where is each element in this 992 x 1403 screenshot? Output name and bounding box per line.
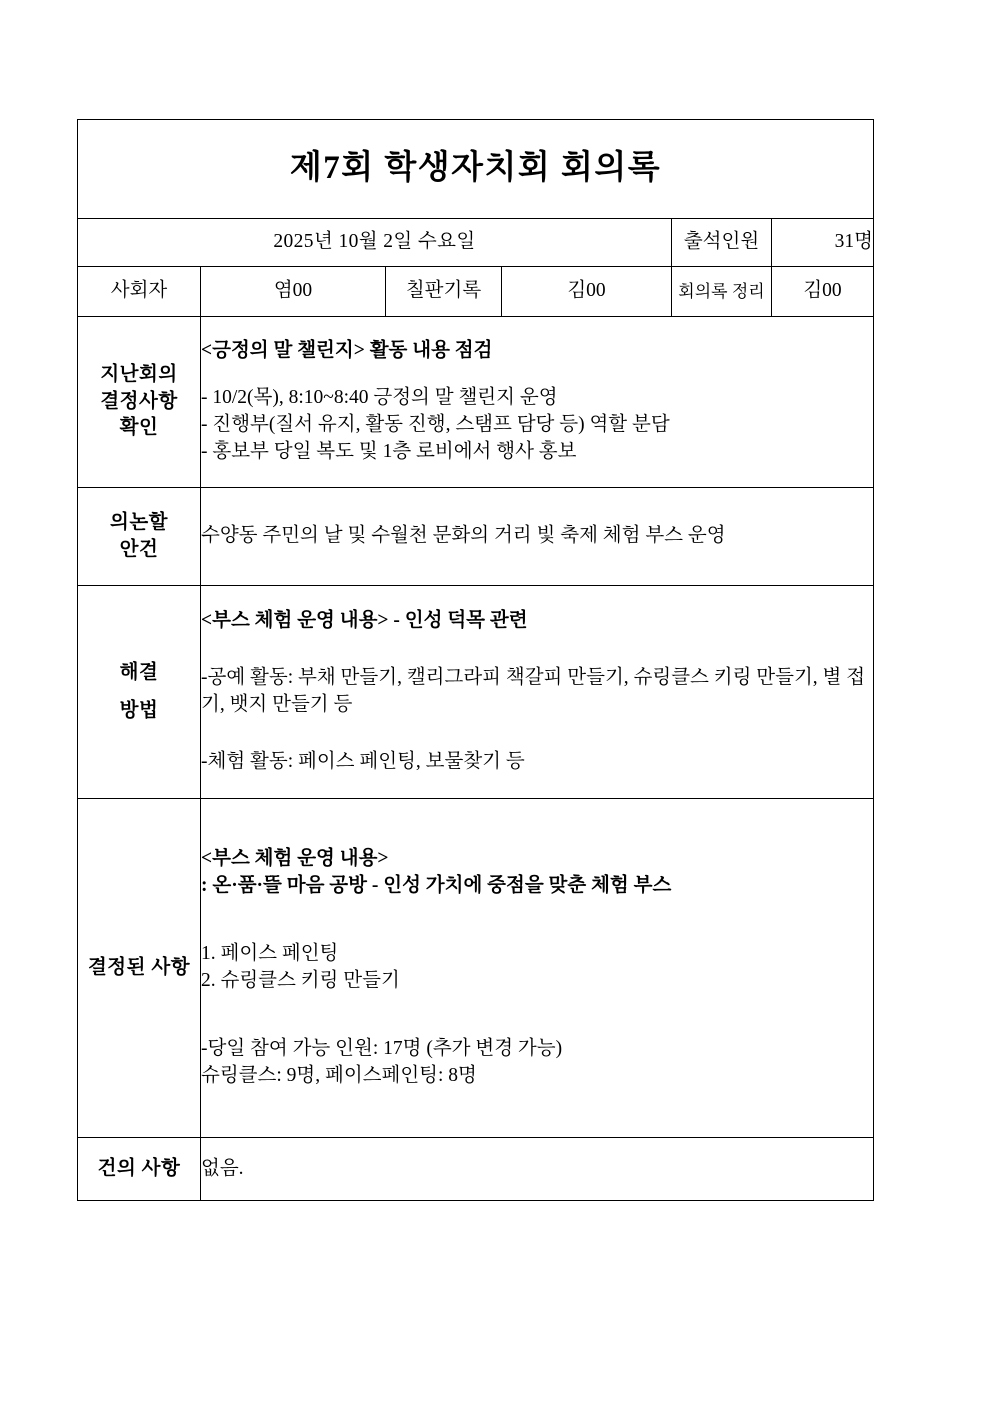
decision-content [201,799,874,1138]
suggestion-text: 없음. [201,1157,244,1179]
agenda-row [78,488,874,586]
minutes-writer-label-line1: 회의록 [678,281,728,301]
solution-content [201,586,874,799]
title-row [78,120,874,219]
roles-row [78,267,874,317]
solution-heading: <부스 체험 운영 내용> - 인성 덕목 관련 [201,610,528,632]
chair-label: 사회자 [78,267,201,317]
decision-capacity: -당일 참여 가능 인원: 17명 (추가 변경 가능) [201,1037,563,1059]
board-recorder-label: 칠판기록 [386,267,502,317]
decision-item-2: 2. 슈링클스 키링 만들기 [201,970,400,991]
previous-line-1: - 10/2(목), 8:10~8:40 긍정의 말 챌린지 운영 [201,387,558,409]
previous-decisions-row [78,317,874,488]
meeting-minutes-table [77,119,874,1201]
attendance-label: 출석인원 [672,219,772,267]
previous-line-2: - 진행부(질서 유지, 활동 진행, 스탬프 담당 등) 역할 분담 [201,414,670,435]
decision-heading: <부스 체험 운영 내용> [201,848,389,870]
document-title-cell [78,120,874,219]
decision-subheading: : 온·품·뜰 마음 공방 - 인성 가치에 중점을 맞춘 체험 부스 [201,875,672,897]
suggestion-label: 건의 사항 [78,1138,201,1201]
previous-decisions-label: 지난회의 결정사항 확인 [78,317,201,488]
chair-value: 염00 [201,267,386,317]
meeting-date: 2025년 10월 2일 수요일 [78,219,672,267]
page-title: 제7회 학생자치회 회의록 [289,150,662,187]
agenda-content [201,488,874,586]
minutes-writer-value: 김00 [772,267,874,317]
previous-heading: <긍정의 말 챌린지> 활동 내용 점검 [201,340,493,362]
solution-label: 해결 방법 [78,586,201,799]
decision-item-1: 1. 페이스 페인팅 [201,943,339,965]
date-attendance-row [78,219,874,267]
agenda-label: 의논할 안건 [78,488,201,586]
solution-craft-activities: -공예 활동: 부채 만들기, 캘리그라피 책갈피 만들기, 슈링클스 키링 만들기, 별 접기, 뱃지 만들기 등 [201,667,866,715]
minutes-writer-label-line2: 정리 [731,281,765,301]
suggestion-row [78,1138,874,1201]
decision-row [78,799,874,1138]
decision-capacity-breakdown: 슈링클스: 9명, 페이스페인팅: 8명 [201,1064,477,1086]
minutes-writer-label [672,267,772,317]
board-recorder-value: 김00 [502,267,672,317]
decision-label: 결정된 사항 [78,799,201,1138]
attendance-value: 31명 [772,219,874,267]
agenda-text: 수양동 주민의 날 및 수월천 문화의 거리 빛 축제 체험 부스 운영 [201,525,726,547]
previous-line-3: - 홍보부 당일 복도 및 1층 로비에서 행사 홍보 [201,440,577,462]
previous-decisions-content [201,317,874,488]
solution-experience-activities: -체험 활동: 페이스 페인팅, 보물찾기 등 [201,750,525,772]
suggestion-content [201,1138,874,1201]
solution-row [78,586,874,799]
